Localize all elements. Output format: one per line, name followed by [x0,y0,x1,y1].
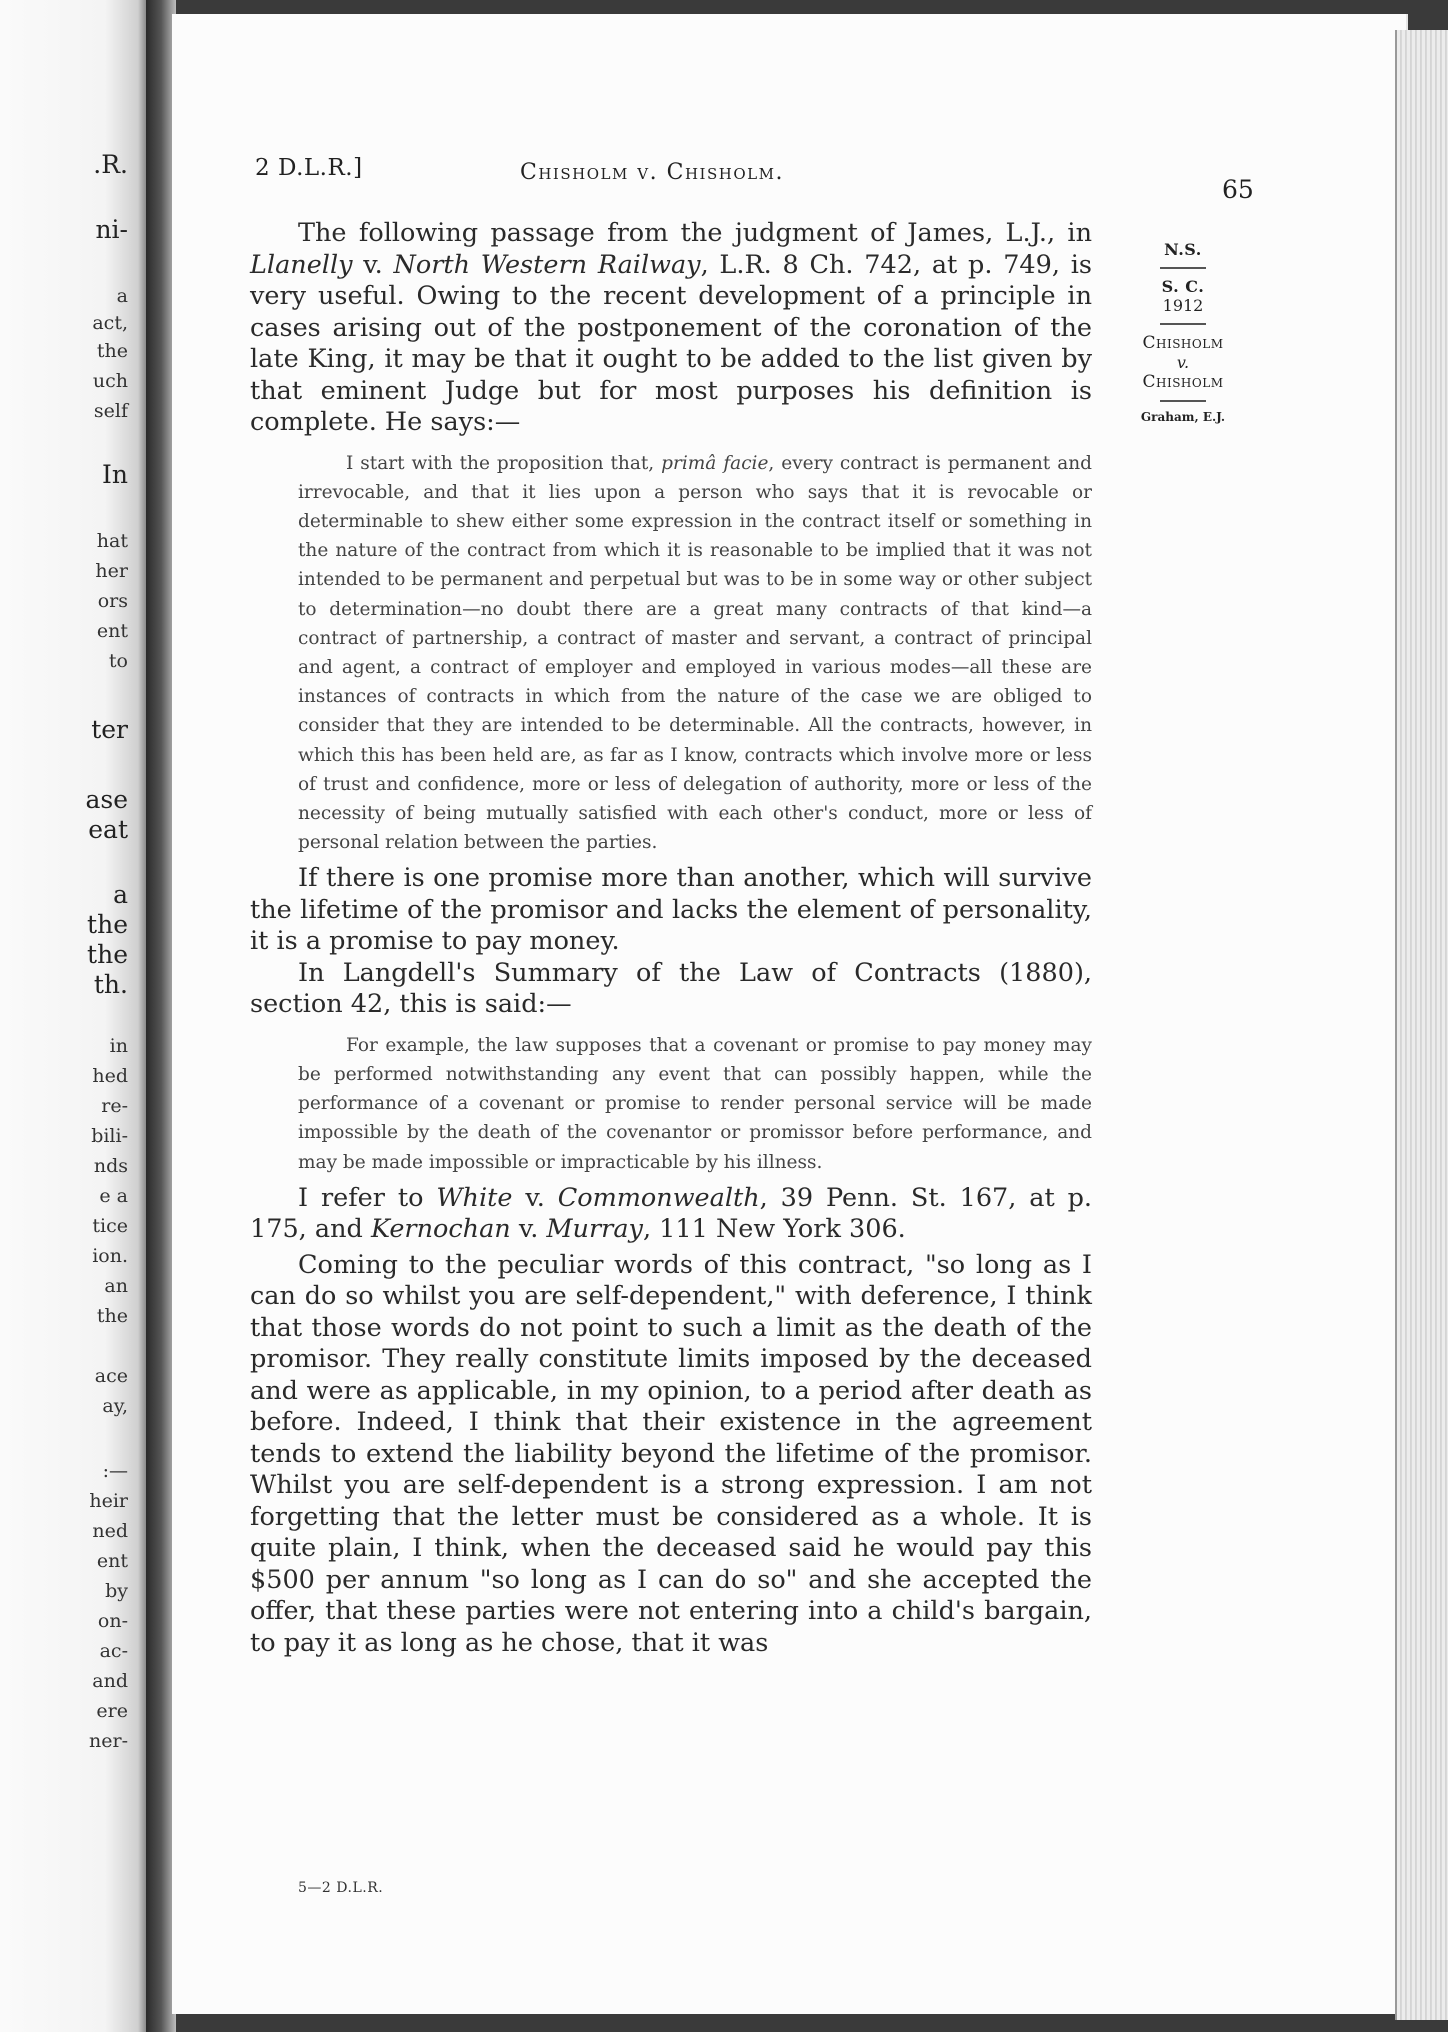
facing-page-text-fragment: her [95,560,128,582]
facing-page-text-fragment: ner- [89,1730,128,1752]
case-name: White [436,1182,513,1213]
sidenote-province: N.S. [1164,240,1202,259]
sidenote-party1: Chisholm [1142,333,1224,353]
facing-page-text-fragment: :— [102,1460,128,1482]
facing-page-text-fragment: re- [101,1095,128,1117]
facing-page-text-fragment: e a [99,1185,128,1207]
sidenote-versus: v. [1176,353,1190,372]
sidenote-court: S. C. [1161,277,1205,296]
facing-page-text-fragment: an [104,1275,128,1297]
paragraph-4: I refer to White v. Commonwealth, 39 Penn. St. 167, at p. 175, and Kernochan v. Murray, 111 New York 306. [250,1182,1092,1245]
sidenote-rule [1160,400,1206,402]
running-head-title: Chisholm v. Chisholm. [520,160,784,185]
facing-page-text-fragment: the [96,340,128,362]
paragraph-2: If there is one promise more than another, which will survive the lifetime of the promisor and lacks the element of personality, it is a promise to pay money. [250,863,1092,957]
facing-page-text-fragment: ay, [102,1395,128,1417]
case-name: Commonwealth [557,1182,760,1213]
facing-page-text-fragment: act, [92,312,128,334]
facing-page-text-fragment: and [92,1670,128,1692]
facing-page-text-fragment: ace [94,1365,128,1387]
facing-page-text-fragment: uch [92,370,128,392]
facing-page-text-fragment: In [102,460,128,489]
facing-page-text-fragment: ere [96,1700,128,1722]
facing-page-text-fragment: ac- [99,1640,128,1662]
running-head-volume: 2 D.L.R.] [255,155,363,181]
facing-page-text-fragment: by [105,1580,128,1602]
facing-page-text-fragment: hat [96,530,128,552]
facing-page-text-fragment: tice [92,1215,128,1237]
case-name: Llanelly [250,249,353,280]
facing-page-text-fragment: self [93,400,128,422]
sidenote-rule [1160,267,1206,269]
paragraph-3: In Langdell's Summary of the Law of Contracts (1880), section 42, this is said:— [250,957,1092,1020]
facing-page-text-fragment: eat [88,815,128,844]
facing-page-text-fragment: the [87,910,128,939]
facing-page-text-fragment: ase [85,785,128,814]
block-quote-2: For example, the law supposes that a covenant or promise to pay money may be performed notwithstanding any event that can possibly happen, while the performance of a covenant or promise to render personal service will be made impossible by the death of the covenantor or promissor before performance, and may be made impossible or impracticable by his illness. [298,1034,1092,1173]
facing-page-text-fragment: the [96,1305,128,1327]
sidenote-party2: Chisholm [1142,372,1224,392]
marginal-note [1118,240,1248,424]
facing-page-text-fragment: nds [93,1155,128,1177]
sidenote-year: 1912 [1162,296,1204,315]
facing-page-text-fragment: a [113,880,128,909]
left-facing-page [0,0,150,2032]
block-quote-1: I start with the proposition that, primâ facie, every contract is permanent and irrevocable, and that it lies upon a person who says that it is revocable or determinable to shew either some expression in the contract itself or something in the nature of the contract from which it is reasonable to be implied that it was not intended to be permanent and perpetual but was to be in some way or other subject to determination—no doubt there are a great many contracts of that kind—a contract of partnership, a contract of master and servant, a contract of principal and agent, a contract of employer and employed in various modes—all these are instances of contracts in which from the nature of the case we are obliged to consider that they are intended to be determinable. All the contracts, however, in which this has been held are, as far as I know, contracts which involve more or less of trust and confidence, more or less of delegation of authority, more or less of the necessity of being mutually satisfied with each other's conduct, more or less of personal relation between the parties. [298,452,1092,854]
facing-page-text-fragment: ent [96,1550,128,1572]
facing-page-text-fragment: th. [93,970,128,999]
facing-page-text-fragment: heir [89,1490,128,1512]
paragraph-1: The following passage from the judgment of James, L.J., in Llanelly v. North Western Railway, L.R. 8 Ch. 742, at p. 749, is very useful. Owing to the recent development of a principle in cases arising out of the postponement of the coronation of the late King, it may be that it ought to be added to the list given by that eminent Judge but for most purposes his definition is complete. He says:— [250,218,1092,437]
facing-page-text-fragment: on- [97,1610,128,1632]
page-number: 65 [1222,175,1254,204]
facing-page-text-fragment: to [108,650,128,672]
case-name: Kernochan [370,1214,511,1245]
sidenote-rule [1160,323,1206,325]
facing-page-text-fragment: in [109,1035,128,1057]
facing-page-text-fragment: ned [92,1520,128,1542]
main-text [250,218,1092,1659]
paragraph-5: Coming to the peculiar words of this contract, "so long as I can do so whilst you are self-dependent," with deference, I think that those words do not point to such a limit as the death of the promisor. They really constitute limits imposed by the deceased and were as applicable, in my opinion, to a period after death as before. Indeed, I think that their existence in the agreement tends to extend the liability beyond the lifetime of the promisor. Whilst you are self-dependent is a strong expression. I am not forgetting that the letter must be considered as a whole. It is quite plain, I think, when the deceased said he would pay this $500 per annum "so long as I can do so" and she accepted the offer, that these parties were not entering into a child's bargain, to pay it as long as he chose, that it was [250,1249,1092,1658]
facing-page-text-fragment: ors [97,590,128,612]
signature-mark: 5—2 D.L.R. [298,1880,384,1896]
latin-phrase: primâ facie [661,452,769,474]
case-name: Murray [546,1214,643,1245]
facing-page-text-fragment: bili- [91,1125,128,1147]
facing-page-text-fragment: ter [91,715,128,744]
facing-page-text-fragment: the [87,940,128,969]
sidenote-judge: Graham, E.J. [1140,410,1226,424]
case-name: North Western Railway [393,249,701,280]
page-stack-edge [1395,30,1448,2020]
facing-page-text-fragment: hed [92,1065,128,1087]
facing-page-text-fragment: ent [96,620,128,642]
facing-page-text-fragment: .R. [93,150,128,179]
facing-page-text-fragment: ni- [95,215,128,244]
facing-page-text-fragment: ion. [92,1245,128,1267]
facing-page-text-fragment: a [116,285,128,307]
